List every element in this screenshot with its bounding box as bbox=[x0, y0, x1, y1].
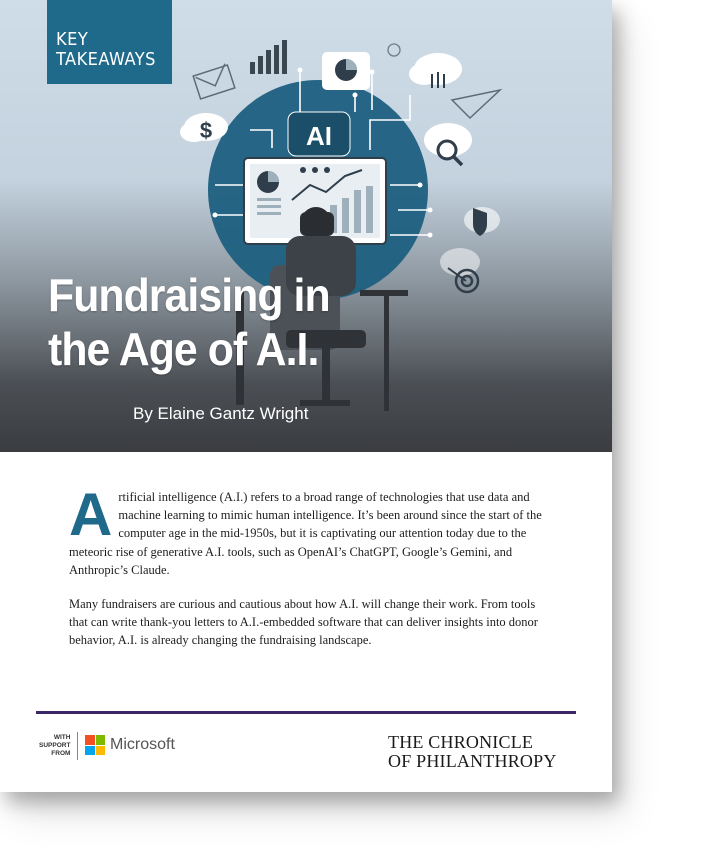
svg-text:$: $ bbox=[199, 118, 213, 143]
microsoft-logo-icon bbox=[85, 735, 105, 755]
support-line-1: WITH bbox=[53, 734, 71, 741]
support-label bbox=[39, 734, 70, 758]
publisher-logo bbox=[388, 733, 557, 771]
support-line-2: SUPPORT bbox=[39, 742, 71, 749]
badge-line-1: KEY bbox=[56, 29, 89, 50]
page-title: Fundraising in the Age of A.I. bbox=[48, 269, 330, 375]
byline: By Elaine Gantz Wright bbox=[133, 404, 309, 423]
hero-banner bbox=[0, 0, 612, 452]
publisher-line-1: THE CHRONICLE bbox=[388, 732, 534, 752]
badge-text bbox=[56, 30, 156, 70]
article-body bbox=[69, 481, 551, 662]
ai-label: AI bbox=[306, 121, 332, 151]
key-takeaways-badge bbox=[47, 0, 172, 84]
badge-line-2: TAKEAWAYS bbox=[56, 49, 156, 70]
drop-cap: A bbox=[69, 481, 113, 548]
support-separator bbox=[77, 732, 78, 760]
footer-divider bbox=[36, 711, 576, 714]
sponsor-name: Microsoft bbox=[110, 736, 175, 753]
paragraph-1 bbox=[69, 481, 551, 579]
paragraph-2: Many fundraisers are curious and cautious about how A.I. will change their work. From tools that can write thank-you letters to A.I.-embedded software that can deliver insights into donor behavior, A.I. is already changing the fundraising landscape. bbox=[69, 597, 538, 648]
publisher-line-2: OF PHILANTHROPY bbox=[388, 751, 557, 771]
paragraph-1-text: rtificial intelligence (A.I.) refers to a broad range of technologies that use data and machine learning to mimic human intelligence. It’s been around since the start of the computer age in the mid-1950s, but it is captivating our attention today due to the meteoric rise of generative A.I. tools, such as OpenAI’s ChatGPT, Google’s Gemini, and Anthropic’s Claude. bbox=[69, 490, 542, 577]
support-line-3: FROM bbox=[51, 750, 71, 757]
